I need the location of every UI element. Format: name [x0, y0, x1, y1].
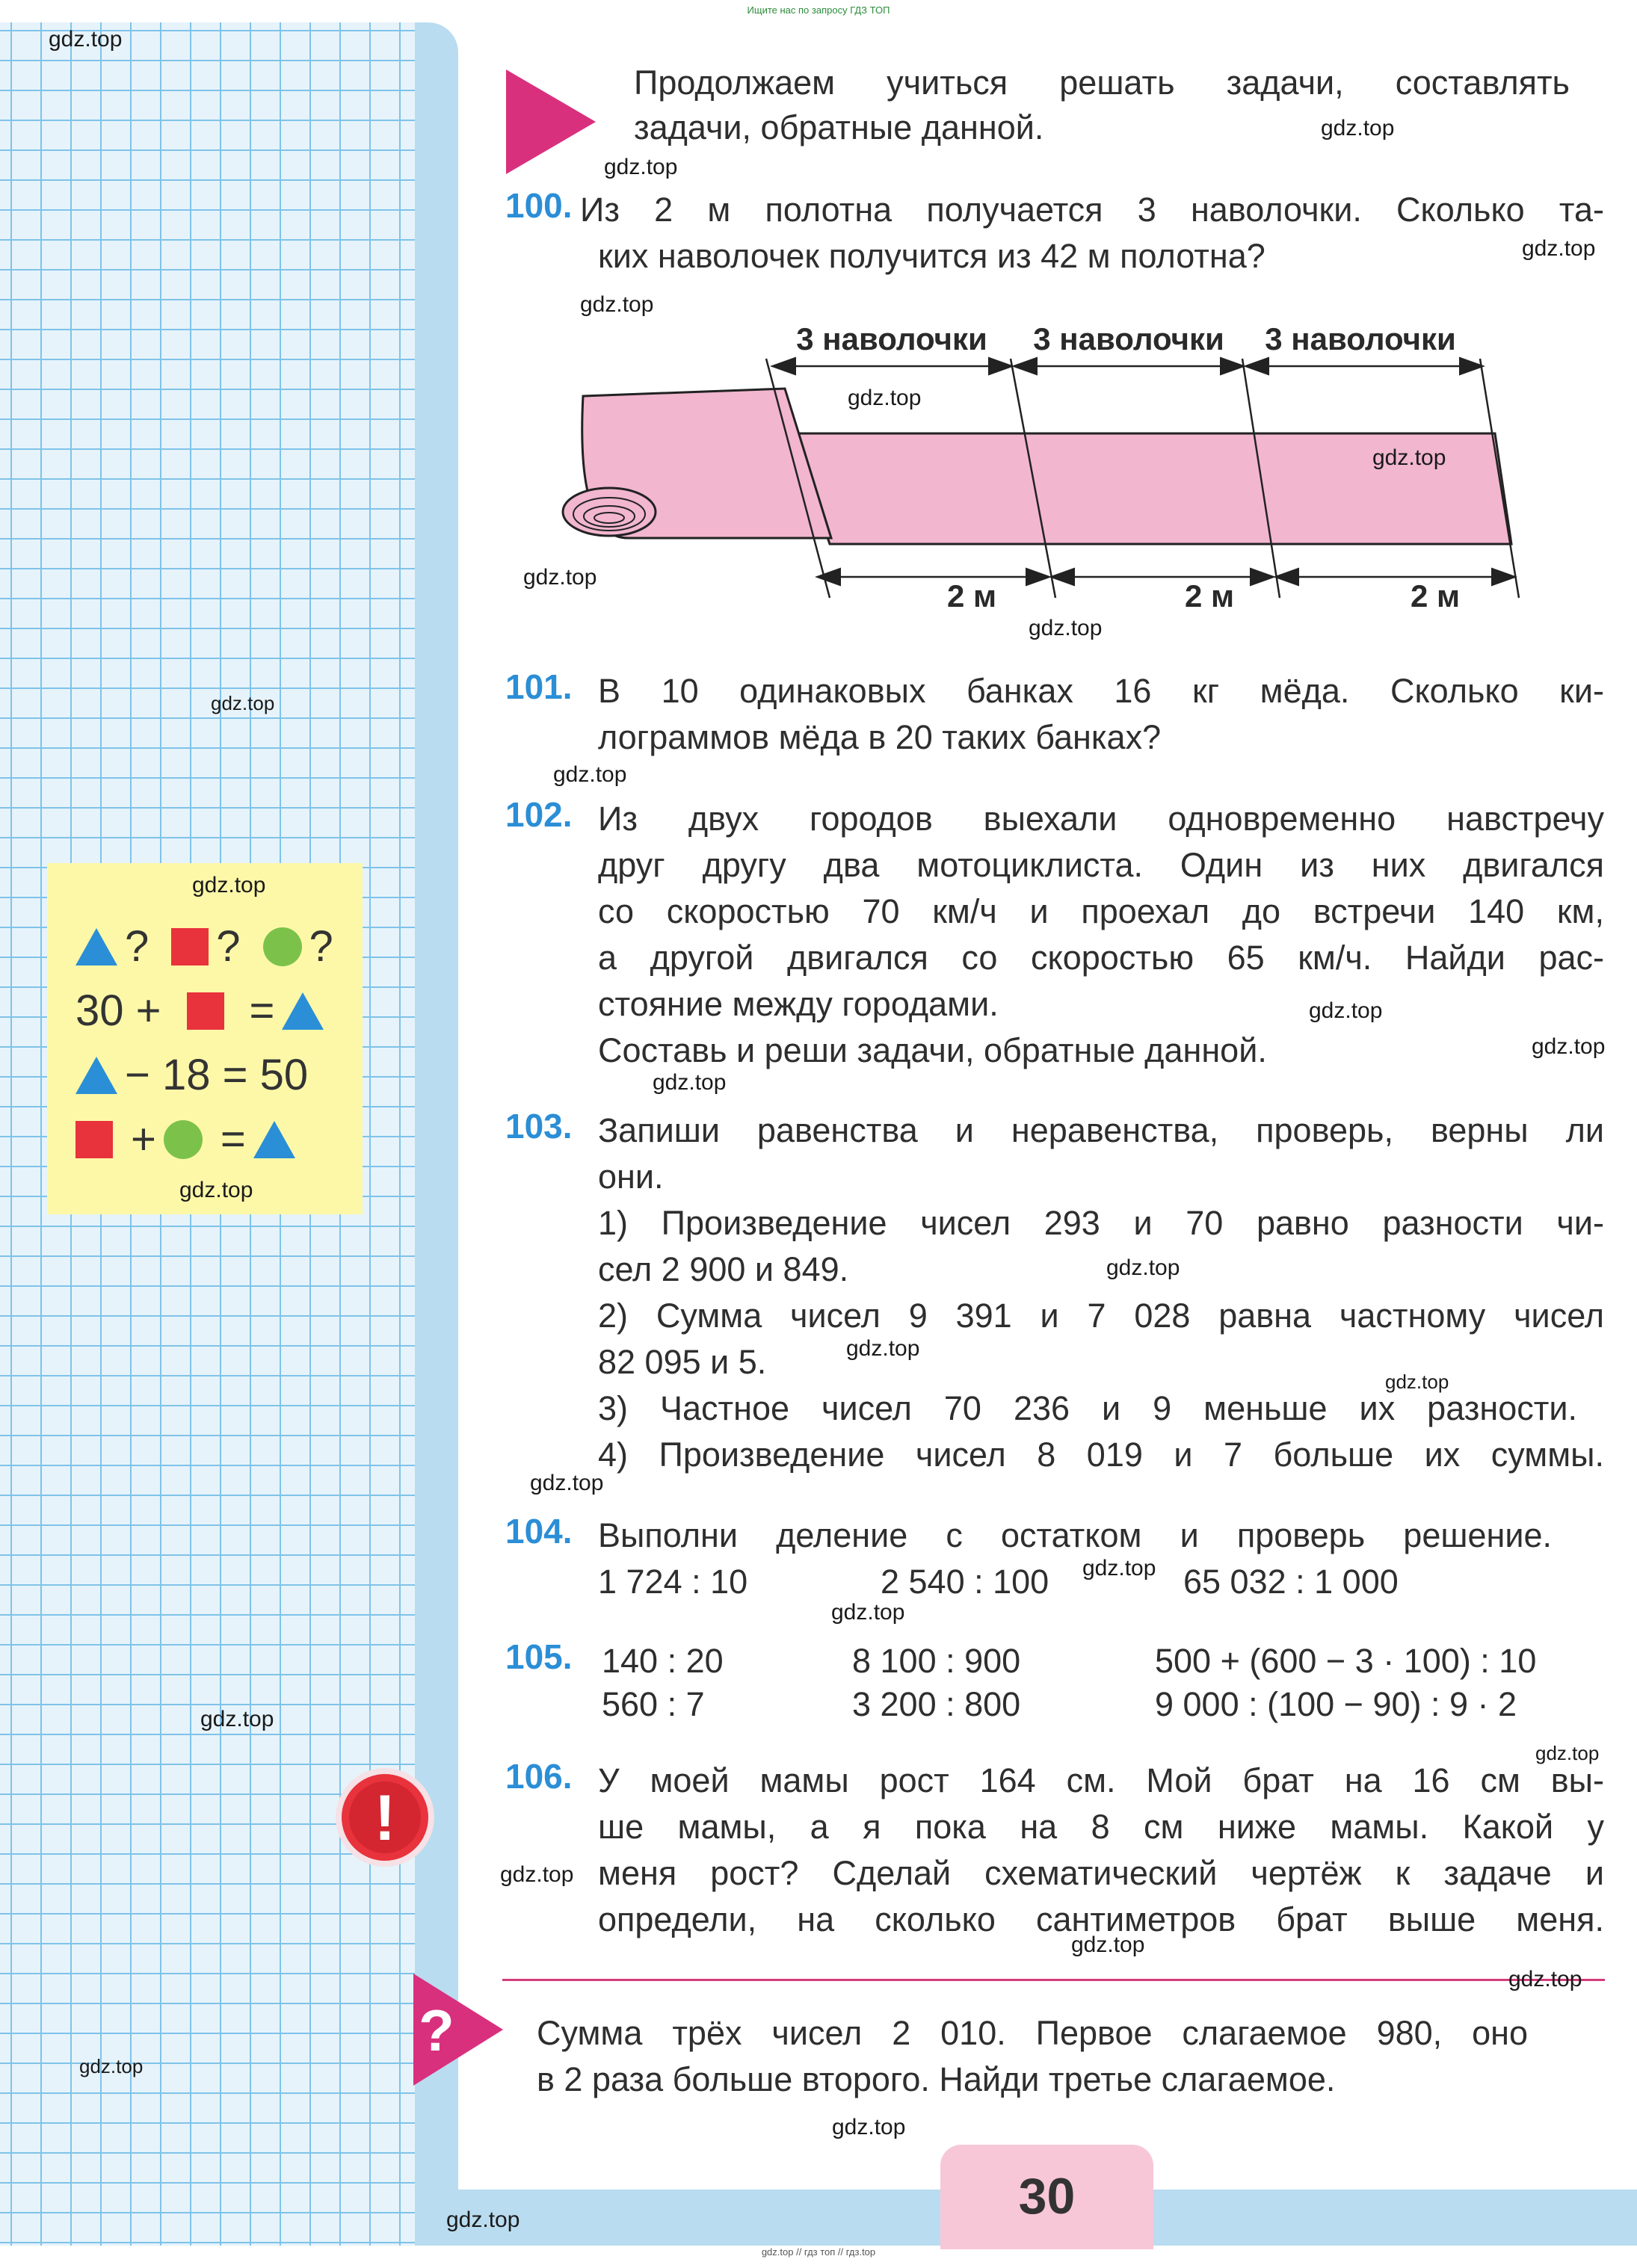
- task104-expr-3: 65 032 : 1 000: [1183, 1563, 1399, 1601]
- puzzle-row-2: [75, 986, 324, 1036]
- watermark: gdz.top: [846, 1336, 920, 1361]
- watermark: gdz.top: [1106, 1255, 1180, 1280]
- task106-line-2: ше мамы, а я пока на 8 см ниже мамы. Какой у: [598, 1808, 1604, 1846]
- task103-line-1: Запиши равенства и неравенства, проверь, верны ли: [598, 1111, 1604, 1149]
- task105-expr-2: 560 : 7: [602, 1685, 705, 1723]
- watermark: gdz.top: [192, 873, 266, 897]
- top-notice: Ищите нас по запросу ГДЗ ТОП: [747, 4, 890, 16]
- page-number: 30: [1018, 2168, 1076, 2225]
- equals-sign: =: [220, 1115, 246, 1164]
- watermark: gdz.top: [832, 2115, 906, 2139]
- question-mark: ?: [125, 922, 149, 971]
- watermark: gdz.top: [523, 565, 597, 590]
- watermark: gdz.top: [1532, 1034, 1606, 1059]
- watermark: gdz.top: [500, 1862, 574, 1887]
- task-number-101: 101.: [505, 667, 573, 706]
- task102-line-2: друг другу два мотоциклиста. Один из них двигался: [598, 846, 1604, 884]
- task105-expr-3: 8 100 : 900: [852, 1642, 1021, 1680]
- watermark: gdz.top: [1071, 1932, 1145, 1957]
- puzzle-row-2-left: 30 +: [75, 986, 161, 1035]
- task-number-105: 105.: [505, 1637, 573, 1676]
- plus-sign: +: [131, 1115, 156, 1164]
- blue-triangle-icon: [75, 1057, 117, 1094]
- task103-item-1b: сел 2 900 и 849.: [598, 1250, 849, 1288]
- blue-triangle-icon: [253, 1121, 295, 1158]
- blue-triangle-icon: [282, 992, 324, 1030]
- task102-line-3: со скоростью 70 км/ч и проехал до встречи 140 км,: [598, 892, 1604, 930]
- green-circle-icon: [164, 1120, 203, 1159]
- watermark: gdz.top: [79, 2055, 144, 2077]
- play-triangle-icon: [502, 66, 599, 178]
- red-square-icon: [187, 992, 224, 1030]
- watermark: gdz.top: [580, 292, 654, 317]
- watermark: gdz.top: [1372, 445, 1446, 470]
- bottom-notice: gdz.top // гдз топ // гдз.top: [761, 2246, 876, 2258]
- task104-expr-2: 2 540 : 100: [881, 1563, 1049, 1601]
- task103-item-3: 3) Частное чисел 70 236 и 9 меньше их разности.: [598, 1389, 1577, 1427]
- red-square-icon: [171, 928, 209, 965]
- top-label-1: 3 наволочки: [796, 321, 987, 356]
- watermark: gdz.top: [1522, 236, 1596, 261]
- puzzle-box: [47, 863, 363, 1214]
- red-square-icon: [75, 1121, 113, 1158]
- top-label-2: 3 наволочки: [1033, 321, 1224, 356]
- watermark: gdz.top: [1508, 1967, 1582, 1992]
- task106-line-4: определи, на сколько сантиметров брат выше меня.: [598, 1900, 1604, 1938]
- puzzle-row-3-text: − 18 = 50: [125, 1051, 309, 1099]
- watermark: gdz.top: [1385, 1371, 1449, 1393]
- watermark: gdz.top: [1535, 1742, 1600, 1764]
- task100-line-1: Из 2 м полотна получается 3 наволочки. Сколько та-: [580, 191, 1604, 229]
- exclamation-icon: [333, 1765, 437, 1870]
- task103-item-4: 4) Произведение чисел 8 019 и 7 больше их суммы.: [598, 1436, 1604, 1474]
- margin-rail: [415, 22, 458, 2246]
- puzzle-row-3: [75, 1050, 308, 1100]
- question-mark: ?: [216, 922, 241, 971]
- watermark: gdz.top: [446, 2207, 520, 2232]
- watermark: gdz.top: [1321, 116, 1395, 140]
- task-number-106: 106.: [505, 1757, 573, 1796]
- task105-expr-1: 140 : 20: [602, 1642, 724, 1680]
- task105-expr-5: 500 + (600 − 3 · 100) : 10: [1155, 1642, 1537, 1680]
- task-number-104: 104.: [505, 1512, 573, 1551]
- watermark: gdz.top: [530, 1471, 604, 1495]
- task103-line-2: они.: [598, 1158, 664, 1196]
- watermark: gdz.top: [848, 386, 922, 410]
- watermark: gdz.top: [653, 1070, 727, 1095]
- task-number-100: 100.: [505, 186, 573, 225]
- task104-line-1: Выполни деление с остатком и проверь решение.: [598, 1516, 1552, 1554]
- task102-line-5: стояние между городами.: [598, 985, 999, 1023]
- task-number-103: 103.: [505, 1107, 573, 1146]
- task103-item-2a: 2) Сумма чисел 9 391 и 7 028 равна частному чисел: [598, 1297, 1604, 1335]
- task101-line-1: В 10 одинаковых банках 16 кг мёда. Сколько ки-: [598, 672, 1604, 710]
- watermark: gdz.top: [553, 762, 627, 787]
- watermark: gdz.top: [1309, 998, 1383, 1023]
- puzzle-row-1: [75, 921, 333, 971]
- watermark: gdz.top: [200, 1707, 274, 1731]
- task102-line-6: Составь и реши задачи, обратные данной.: [598, 1031, 1267, 1069]
- bottom-label-1: 2 м: [946, 578, 997, 614]
- task100-line-2: ких наволочек получится из 42 м полотна?: [598, 237, 1265, 275]
- cloth-diagram: [553, 314, 1555, 628]
- watermark: gdz.top: [179, 1178, 253, 1202]
- task102-line-4: а другой двигался со скоростью 65 км/ч. Найди рас-: [598, 939, 1604, 977]
- section-divider: [502, 1979, 1605, 1981]
- task106-line-1: У моей мамы рост 164 см. Мой брат на 16 см вы-: [598, 1761, 1604, 1799]
- svg-text:?: ?: [419, 1997, 454, 2063]
- task105-expr-6: 9 000 : (100 − 90) : 9 · 2: [1155, 1685, 1517, 1723]
- task101-line-2: лограммов мёда в 20 таких банках?: [598, 718, 1162, 756]
- task103-item-1a: 1) Произведение чисел 293 и 70 равно разности чи-: [598, 1204, 1604, 1242]
- equals-sign: =: [249, 986, 275, 1035]
- bottom-label-3: 2 м: [1410, 578, 1461, 614]
- watermark: gdz.top: [1082, 1556, 1156, 1581]
- bonus-line-1: Сумма трёх чисел 2 010. Первое слагаемое 980, оно: [537, 2014, 1528, 2052]
- watermark: gdz.top: [604, 155, 678, 179]
- puzzle-row-4: [75, 1114, 295, 1164]
- intro-line-1: Продолжаем учиться решать задачи, составлять: [634, 64, 1570, 102]
- intro-line-2: задачи, обратные данной.: [634, 108, 1044, 146]
- watermark: gdz.top: [211, 692, 275, 714]
- question-mark-icon: [410, 1970, 507, 2089]
- bonus-line-2: в 2 раза больше второго. Найди третье слагаемое.: [537, 2060, 1336, 2098]
- watermark: gdz.top: [49, 27, 123, 52]
- task-number-102: 102.: [505, 795, 573, 834]
- watermark: gdz.top: [831, 1600, 905, 1625]
- blue-triangle-icon: [75, 928, 117, 965]
- task102-line-1: Из двух городов выехали одновременно навстречу: [598, 800, 1604, 838]
- question-mark: ?: [309, 922, 333, 971]
- task105-expr-4: 3 200 : 800: [852, 1685, 1021, 1723]
- watermark: gdz.top: [1029, 616, 1103, 640]
- bottom-label-2: 2 м: [1184, 578, 1235, 614]
- task103-item-2b: 82 095 и 5.: [598, 1343, 767, 1381]
- top-label-3: 3 наволочки: [1265, 321, 1456, 356]
- task106-line-3: меня рост? Сделай схематический чертёж к задаче и: [598, 1854, 1604, 1892]
- green-circle-icon: [263, 927, 302, 966]
- svg-text:!: !: [374, 1782, 396, 1854]
- task104-expr-1: 1 724 : 10: [598, 1563, 748, 1601]
